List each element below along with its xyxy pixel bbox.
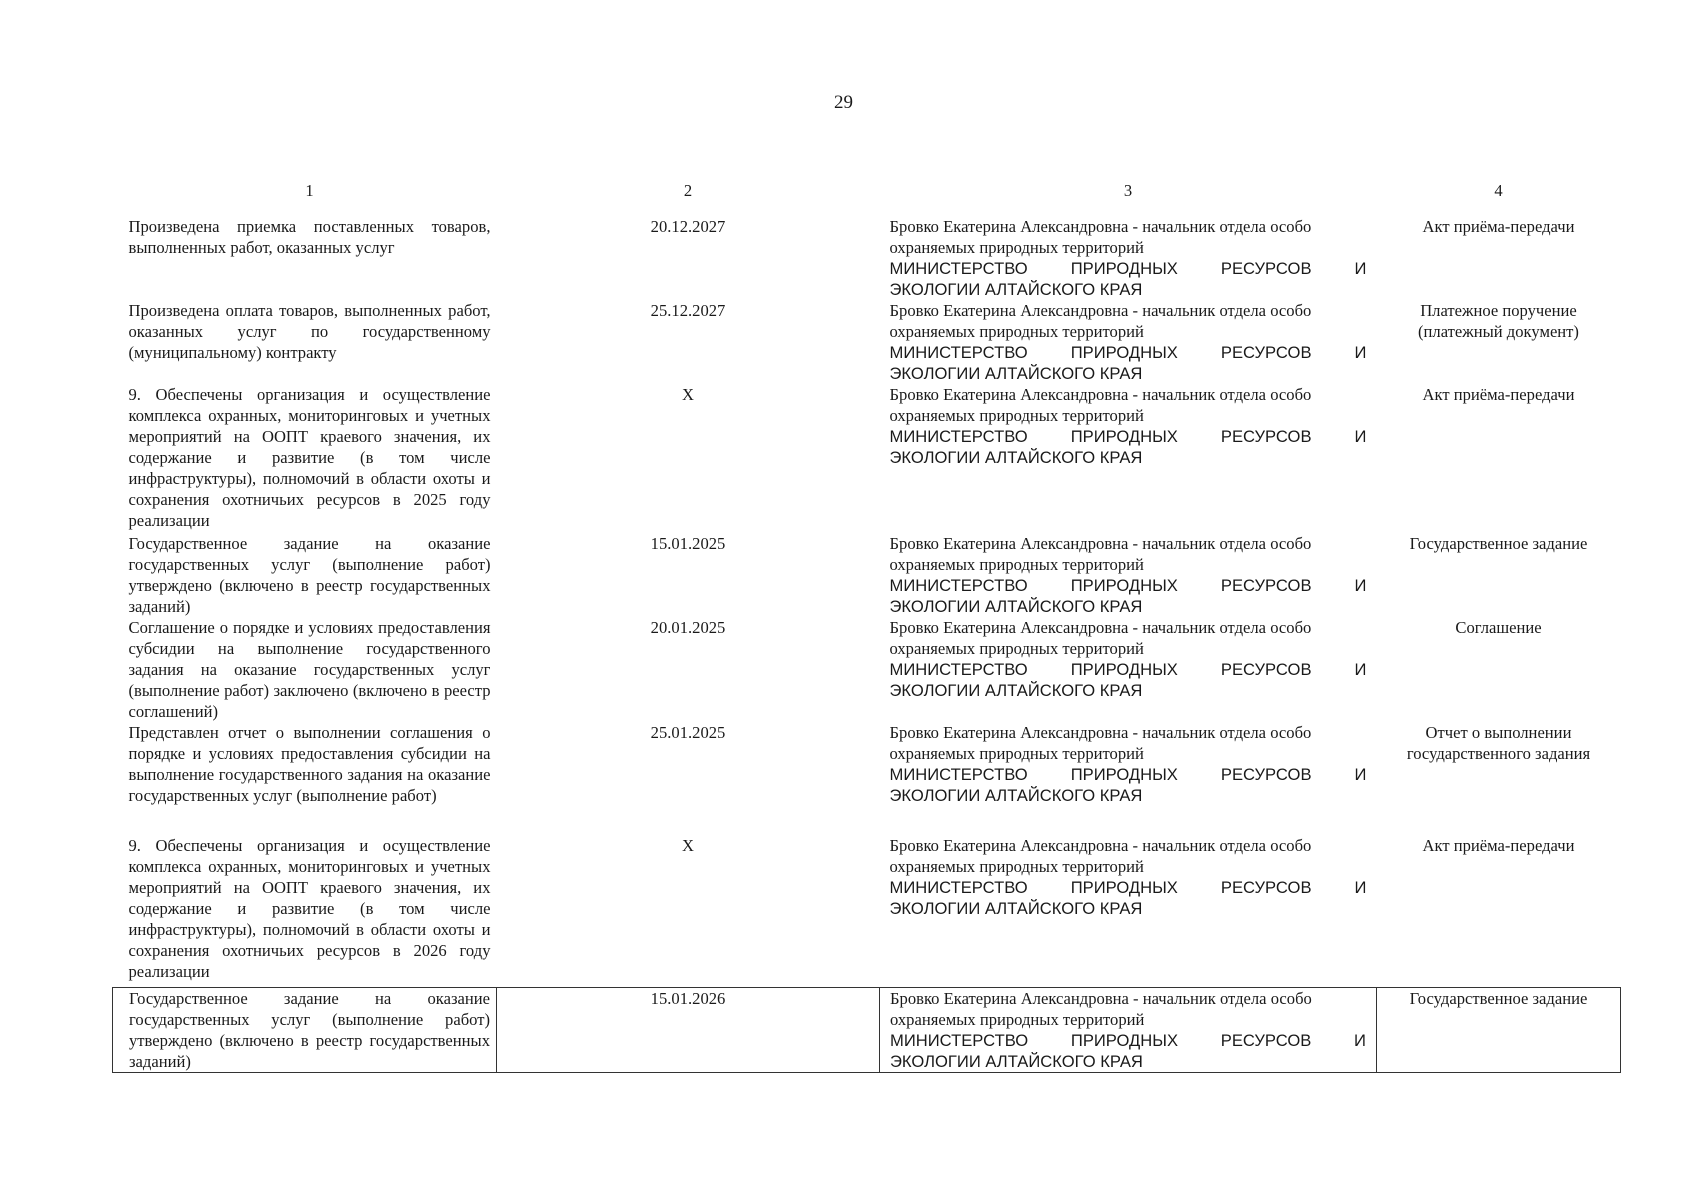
date-cell: 25.12.2027 — [650, 301, 726, 320]
table-header-row — [113, 180, 1621, 216]
event-cell: Произведена приемка поставленных товаров, выполненных работ, оказанных услуг — [128, 217, 491, 257]
header-col-3: 3 — [1123, 181, 1133, 200]
table-row — [113, 835, 1621, 987]
ministry-name-line2: ЭКОЛОГИИ АЛТАЙСКОГО КРАЯ — [889, 681, 1143, 700]
ministry-name-line2: ЭКОЛОГИИ АЛТАЙСКОГО КРАЯ — [889, 280, 1143, 299]
responsible-cell — [880, 617, 1377, 722]
ministry-name-line2: ЭКОЛОГИИ АЛТАЙСКОГО КРАЯ — [889, 448, 1143, 467]
ministry-name-line1: МИНИСТЕРСТВО ПРИРОДНЫХ РЕСУРСОВ И — [889, 427, 1367, 446]
responsible-cell — [880, 384, 1377, 533]
event-cell: Представлен отчет о выполнении соглашения о порядке и условиях предоставления субсидии на выполнение государственного задания на оказание государственных услуг (выполнение работ) — [128, 723, 491, 805]
date-cell: 25.01.2025 — [650, 723, 726, 742]
document-cell: Акт приёма-передачи — [1422, 836, 1575, 855]
responsible-person: Бровко Екатерина Александровна - начальник отдела особо охраняемых природных территорий — [889, 836, 1312, 876]
date-cell: 20.12.2027 — [650, 217, 726, 236]
ministry-name-line1: МИНИСТЕРСТВО ПРИРОДНЫХ РЕСУРСОВ И — [889, 576, 1367, 595]
event-cell: Государственное задание на оказание государственных услуг (выполнение работ) утверждено (включено в реестр государственных заданий) — [113, 987, 497, 1072]
plan-table — [112, 180, 1621, 1073]
ministry-name-line1: МИНИСТЕРСТВО ПРИРОДНЫХ РЕСУРСОВ И — [889, 259, 1367, 278]
table-row — [113, 617, 1621, 722]
table-row — [113, 987, 1621, 1072]
responsible-person: Бровко Екатерина Александровна - начальник отдела особо охраняемых природных территорий — [889, 618, 1312, 658]
document-cell: Акт приёма-передачи — [1422, 385, 1575, 404]
ministry-name-line2: ЭКОЛОГИИ АЛТАЙСКОГО КРАЯ — [889, 597, 1143, 616]
event-cell: 9. Обеспечены организация и осуществление комплекса охранных, мониторинговых и учетных мероприятий на ООПТ краевого значения, их содержание и развитие (в том числе инфраструктуры), полномочий в области охоты и сохранения охотничьих ресурсов в 2026 году реализации — [128, 836, 491, 981]
responsible-person: Бровко Екатерина Александровна - начальник отдела особо охраняемых природных территорий — [889, 385, 1312, 425]
responsible-cell — [880, 987, 1377, 1072]
ministry-name-line2: ЭКОЛОГИИ АЛТАЙСКОГО КРАЯ — [890, 1051, 1143, 1071]
ministry-name-line1: МИНИСТЕРСТВО ПРИРОДНЫХ РЕСУРСОВ И — [889, 343, 1367, 362]
header-col-4: 4 — [1494, 181, 1503, 200]
responsible-cell — [880, 722, 1377, 835]
document-cell: Акт приёма-передачи — [1422, 217, 1575, 236]
header-col-1: 1 — [305, 181, 314, 200]
table-row — [113, 722, 1621, 835]
responsible-person: Бровко Екатерина Александровна - начальник отдела особо охраняемых природных территорий — [889, 301, 1312, 341]
header-col-2: 2 — [683, 181, 693, 200]
event-cell: Произведена оплата товаров, выполненных работ, оказанных услуг по государственному (муниципальному) контракту — [128, 301, 491, 362]
responsible-person: Бровко Екатерина Александровна - начальник отдела особо охраняемых природных территорий — [889, 217, 1312, 257]
date-cell: 15.01.2025 — [650, 534, 726, 553]
responsible-cell — [880, 533, 1377, 617]
document-cell: Отчет о выполнении государственного задания — [1406, 723, 1591, 763]
date-cell: X — [682, 836, 694, 855]
page-number: 29 — [834, 92, 853, 113]
table-row — [113, 533, 1621, 617]
ministry-name-line2: ЭКОЛОГИИ АЛТАЙСКОГО КРАЯ — [889, 786, 1143, 805]
ministry-name-line1: МИНИСТЕРСТВО ПРИРОДНЫХ РЕСУРСОВ И — [889, 878, 1367, 897]
table-row — [113, 300, 1621, 384]
responsible-cell — [880, 300, 1377, 384]
document-cell: Государственное задание — [1377, 987, 1621, 1072]
responsible-cell — [880, 835, 1377, 987]
date-cell: 20.01.2025 — [650, 618, 726, 637]
event-cell: Соглашение о порядке и условиях предоставления субсидии на выполнение государственного задания на оказание государственных услуг (выполнение работ) заключено (включено в реестр соглашений) — [128, 618, 491, 721]
ministry-name-line1: МИНИСТЕРСТВО ПРИРОДНЫХ РЕСУРСОВ И — [889, 765, 1367, 784]
responsible-person: Бровко Екатерина Александровна - начальник отдела особо охраняемых природных территорий — [889, 534, 1312, 574]
event-cell: 9. Обеспечены организация и осуществление комплекса охранных, мониторинговых и учетных мероприятий на ООПТ краевого значения, их содержание и развитие (в том числе инфраструктуры), полномочий в области охоты и сохранения охотничьих ресурсов в 2025 году реализации — [128, 385, 491, 530]
responsible-person: Бровко Екатерина Александровна - начальник отдела особо охраняемых природных территорий — [890, 988, 1312, 1029]
responsible-person: Бровко Екатерина Александровна - начальник отдела особо охраняемых природных территорий — [889, 723, 1312, 763]
document-cell: Платежное поручение (платежный документ) — [1418, 301, 1579, 341]
date-cell: X — [682, 385, 694, 404]
document-cell: Соглашение — [1455, 618, 1542, 637]
ministry-name-line1: МИНИСТЕРСТВО ПРИРОДНЫХ РЕСУРСОВ И — [889, 660, 1367, 679]
date-cell: 15.01.2026 — [497, 987, 880, 1072]
event-cell: Государственное задание на оказание государственных услуг (выполнение работ) утверждено (включено в реестр государственных заданий) — [128, 534, 491, 616]
responsible-cell — [880, 216, 1377, 300]
table-row — [113, 216, 1621, 300]
ministry-name-line2: ЭКОЛОГИИ АЛТАЙСКОГО КРАЯ — [889, 364, 1143, 383]
ministry-name-line2: ЭКОЛОГИИ АЛТАЙСКОГО КРАЯ — [889, 899, 1143, 918]
table-row — [113, 384, 1621, 533]
document-cell: Государственное задание — [1409, 534, 1588, 553]
ministry-name-line1: МИНИСТЕРСТВО ПРИРОДНЫХ РЕСУРСОВ И — [890, 1030, 1366, 1050]
